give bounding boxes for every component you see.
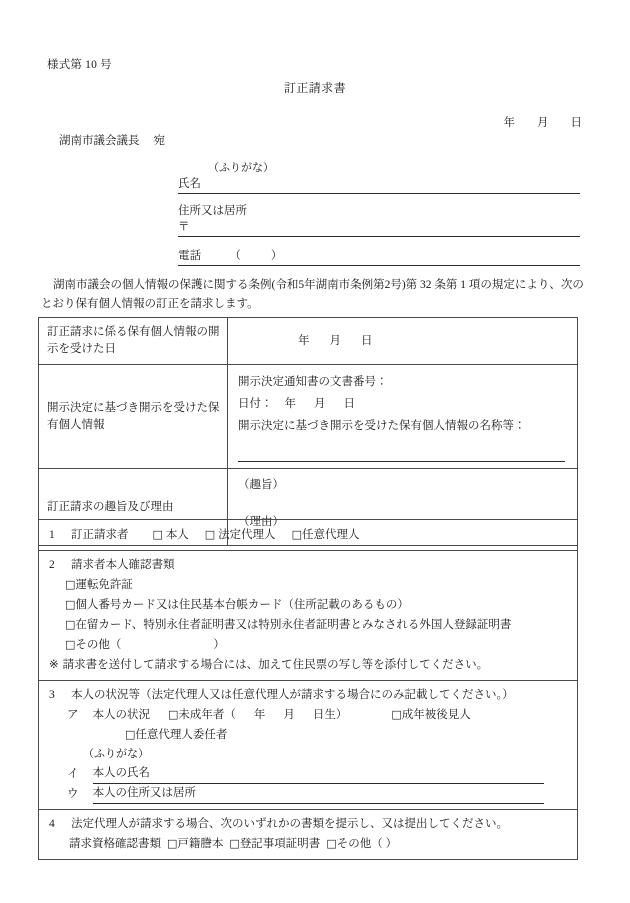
document-number-line: 開示決定通知書の文書番号： xyxy=(238,376,388,388)
section-3-furigana-label: （ふりがな） xyxy=(83,748,149,760)
checkbox-label: 任意代理人委任者 xyxy=(135,729,228,741)
item-i-label: 本人の氏名 xyxy=(92,767,150,779)
section-3 xyxy=(39,681,578,810)
purpose-label: （趣旨） xyxy=(238,479,284,491)
date-day-label: 日 xyxy=(570,117,582,129)
checkbox-icon: □ xyxy=(391,708,402,721)
checkbox-doc-registry-certificate[interactable] xyxy=(229,834,320,854)
section-2 xyxy=(39,551,578,681)
item-i-mark: イ xyxy=(67,768,79,780)
checkbox-doc-other[interactable] xyxy=(326,834,397,854)
checkbox-icon: □ xyxy=(204,528,216,541)
checkbox-label: 本人 xyxy=(165,529,189,541)
section-3-heading xyxy=(49,686,569,705)
section-4-heading xyxy=(49,815,569,834)
table-row xyxy=(39,318,578,365)
applicant-address-label: 住所又は居所 xyxy=(178,205,247,217)
addressee-name: 湖南市議会議長 xyxy=(59,135,140,147)
item-a-label: 本人の状況 xyxy=(92,709,150,721)
section-3-item-a xyxy=(49,705,569,725)
document-date-year: 年 xyxy=(284,398,296,410)
note-mark-icon: ※ xyxy=(49,659,59,671)
row-value-disclosure-date[interactable] xyxy=(228,318,578,365)
applicant-name-field[interactable] xyxy=(178,176,580,194)
checkbox-id-drivers-license[interactable] xyxy=(49,575,569,595)
section-2-title: 請求者本人確認書類 xyxy=(71,559,175,571)
checkbox-icon: □ xyxy=(168,708,179,721)
statement-paragraph: 湖南市議会の個人情報の保護に関する条例(令和5年湖南市条例第2号)第 32 条第 1 項の規定により、次のとおり保有個人情報の訂正を請求します。 xyxy=(41,279,584,310)
section-3-number: 3 xyxy=(49,689,55,701)
checkbox-icon: □ xyxy=(125,728,136,741)
disclosure-year-label: 年 xyxy=(298,334,310,347)
postal-mark-icon: 〒 xyxy=(178,221,190,233)
row-label-purpose-reason: 訂正請求の趣旨及び理由 xyxy=(39,469,228,546)
checkbox-label: 運転免許証 xyxy=(75,579,133,591)
item-a-mark: ア xyxy=(67,709,79,721)
item-u-label: 本人の住所又は居所 xyxy=(92,787,196,799)
table-row xyxy=(39,551,578,681)
document-date-line xyxy=(238,393,569,415)
checkbox-status-voluntary-delegator[interactable] xyxy=(49,725,569,745)
section-1 xyxy=(39,520,578,551)
info-name-write-line[interactable] xyxy=(238,440,565,462)
checkbox-id-mynumber-card[interactable] xyxy=(49,595,569,615)
applicant-tel-field[interactable] xyxy=(178,248,580,266)
section-4-title: 法定代理人が請求する場合、次のいずれかの書類を提示し、又は提出してください。 xyxy=(71,818,508,830)
section-4 xyxy=(39,810,578,860)
section-4-sub-label: 請求資格確認書類 xyxy=(69,838,161,850)
date-year-label: 年 xyxy=(503,117,515,129)
section-2-heading xyxy=(49,556,569,575)
submission-date-line xyxy=(504,114,583,130)
checkbox-icon: □ xyxy=(326,837,337,850)
section-3-item-u[interactable] xyxy=(49,784,569,804)
applicant-tel-label: 電話 xyxy=(178,250,202,262)
applicant-block xyxy=(178,160,580,266)
checkbox-id-other[interactable] xyxy=(49,635,569,655)
addressee-suffix: 宛 xyxy=(153,135,165,147)
section-1-title: 訂正請求者 xyxy=(71,529,129,541)
applicant-name-label: 氏名 xyxy=(178,178,201,190)
section-3-title: 本人の状況等（法定代理人又は任意代理人が請求する場合にのみ記載してください。） xyxy=(71,689,514,701)
person-name-field xyxy=(93,764,544,784)
minor-birth-day: 日生） xyxy=(312,709,348,721)
checkbox-requester-voluntary-rep[interactable] xyxy=(292,525,360,545)
checkbox-label: 個人番号カード又は住民基本台帳カード（住所記載のあるもの） xyxy=(75,599,409,611)
form-number: 様式第 10 号 xyxy=(47,59,112,71)
checkbox-icon: □ xyxy=(65,578,76,591)
section-1-number: 1 xyxy=(49,529,55,541)
applicant-postal-field[interactable] xyxy=(178,219,580,237)
reason-label: （理由） xyxy=(238,516,284,528)
checkbox-doc-family-register[interactable] xyxy=(167,834,223,854)
minor-birth-year: 年 xyxy=(253,709,266,721)
table-row xyxy=(39,681,578,810)
info-name-line: 開示決定に基づき開示を受けた保有個人情報の名称等： xyxy=(238,420,526,432)
row-label-disclosed-info: 開示決定に基づき開示を受けた保有個人情報 xyxy=(39,365,228,469)
checkbox-icon: □ xyxy=(229,837,240,850)
table-row xyxy=(39,520,578,551)
checkbox-label: その他（ ） xyxy=(336,838,398,850)
applicant-furigana-label: （ふりがな） xyxy=(208,162,274,174)
table-row xyxy=(39,810,578,860)
checkbox-requester-legal-rep[interactable] xyxy=(205,525,276,545)
section-2-note xyxy=(49,655,569,675)
tel-paren-open: （ xyxy=(229,250,241,262)
document-date-month: 月 xyxy=(314,398,326,410)
checkbox-label: 戸籍謄本 xyxy=(177,838,224,850)
checkbox-label: 在留カード、特別永住者証明書又は特別永住者証明書とみなされる外国人登録証明書 xyxy=(75,619,512,631)
checkbox-icon: □ xyxy=(167,837,178,850)
tel-paren-close: ） xyxy=(270,250,283,262)
minor-birth-month: 月 xyxy=(283,709,295,721)
checkbox-icon: □ xyxy=(65,598,76,611)
table-row xyxy=(39,365,578,469)
checkbox-icon: □ xyxy=(65,638,76,651)
document-date-day: 日 xyxy=(343,398,355,410)
disclosure-day-label: 日 xyxy=(361,334,373,347)
note-text: 請求書を送付して請求する場合には、加えて住民票の写し等を添付してください。 xyxy=(62,659,489,671)
person-address-field xyxy=(93,784,544,804)
checkbox-status-minor[interactable] xyxy=(168,705,347,725)
section-2-number: 2 xyxy=(49,559,55,571)
section-4-options xyxy=(49,834,569,854)
checkbox-id-residence-card[interactable] xyxy=(49,615,569,635)
checkbox-status-adult-ward[interactable] xyxy=(391,705,470,725)
item-u-mark: ウ xyxy=(67,788,79,800)
section-4-number: 4 xyxy=(49,818,55,830)
row-label-disclosure-date: 訂正請求に係る保有個人情報の開示を受けた日 xyxy=(39,318,228,365)
checkbox-label: 成年被後見人 xyxy=(401,709,471,721)
page-title: 訂正請求書 xyxy=(283,81,346,95)
disclosure-info-table xyxy=(38,317,578,546)
checkbox-icon: □ xyxy=(65,618,76,631)
checkbox-label: 任意代理人 xyxy=(301,529,360,541)
addressee xyxy=(59,132,165,148)
checkbox-icon: □ xyxy=(291,528,302,541)
checklist-table xyxy=(38,519,578,860)
section-1-heading xyxy=(49,525,569,545)
checkbox-label: 未成年者（ xyxy=(178,709,236,721)
checkbox-requester-self[interactable] xyxy=(153,525,189,545)
disclosure-month-label: 月 xyxy=(329,334,341,347)
checkbox-label: 法定代理人 xyxy=(218,529,276,541)
document-date-label: 日付： xyxy=(238,398,273,410)
checkbox-icon: □ xyxy=(152,528,163,541)
row-value-disclosed-info[interactable] xyxy=(228,365,578,469)
date-month-label: 月 xyxy=(537,117,549,129)
checkbox-label: その他（ ） xyxy=(75,639,225,651)
checkbox-label: 登記事項証明書 xyxy=(239,838,321,850)
section-3-item-i[interactable] xyxy=(49,764,569,784)
